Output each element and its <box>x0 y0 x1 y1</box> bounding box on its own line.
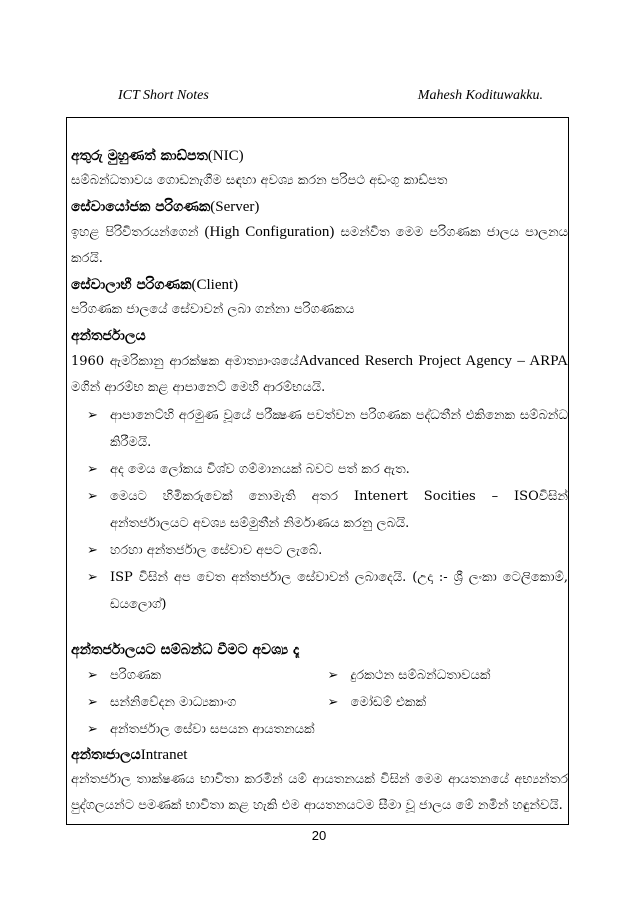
internet-desc-part1: 1960 ඇමරිකානු ආරක්ෂක අමාත්‍යාංශයේ <box>71 354 299 369</box>
arrow-bullet-icon: ➢ <box>87 695 98 710</box>
nic-heading <box>71 144 568 168</box>
nic-heading-en: (NIC) <box>207 148 244 164</box>
requirements-heading: අන්තර්ජාලයට සම්බන්ධ වීමට අවශ්‍ය දෑ <box>71 642 300 658</box>
list-item <box>87 537 568 564</box>
list-item-text: දුරකථන සම්බන්ධතාවයක් <box>350 668 491 683</box>
list-item-text: ආපානෙට්හි අරමුණ වූයේ පරීක්‍ෂණ පවත්වන පරිගණක පද්ධතීන් එකිනෙක සම්බන්ධ කිරීමයි. <box>110 408 568 450</box>
server-desc-en: (High Configuration) <box>204 224 335 240</box>
list-item <box>87 483 568 537</box>
page-number: 20 <box>311 828 327 843</box>
nic-heading-si: අතුරු මුහුණත් කාඩ්පත <box>71 148 208 164</box>
server-heading-si: සේවායෝජක පරිගණක <box>71 199 211 215</box>
client-description: පරිගණක ජාලයේ සේවාවන් ලබා ගන්නා පරිගණකය <box>71 302 355 317</box>
client-heading-en: (Client) <box>191 277 239 293</box>
internet-desc-part2: මගින් ආරම්භ කළ ආපානෙට් මෙහි ආරම්භයයි. <box>71 380 326 395</box>
header-title: ICT Short Notes <box>118 88 209 103</box>
section-gap <box>71 618 568 638</box>
page-header <box>118 88 543 108</box>
arrow-bullet-icon: ➢ <box>87 462 98 477</box>
list-item-text: සන්නිවේදන මාධ්‍යකාංග <box>110 695 237 710</box>
header-author: Mahesh Kodituwakku. <box>417 88 543 103</box>
list-item-text: අද මෙය ලෝකය විශ්ව ගම්මානයක් බවට පත් කර ඇත. <box>110 462 410 477</box>
internet-description <box>71 348 568 401</box>
internet-heading: අන්තර්ජාලය <box>71 328 146 344</box>
client-heading <box>71 273 568 297</box>
arrow-bullet-icon: ➢ <box>87 543 98 558</box>
arrow-bullet-icon: ➢ <box>87 408 98 423</box>
arrow-bullet-icon: ➢ <box>87 489 98 504</box>
list-item <box>87 716 568 743</box>
server-heading-en: (Server) <box>210 199 260 215</box>
client-heading-si: සේවාලාභී පරිගණක <box>71 277 192 293</box>
list-item-text: මෝඩම් එකක් <box>350 695 427 710</box>
internet-bullet-list <box>71 402 568 618</box>
intranet-heading-en: Intranet <box>140 747 188 763</box>
intranet-heading <box>71 743 568 767</box>
list-item <box>328 689 569 716</box>
list-item <box>87 456 568 483</box>
list-item-text: පරිගණක <box>110 668 162 683</box>
list-item <box>87 662 328 689</box>
page-content <box>71 144 568 820</box>
nic-description: සම්බන්ධතාවය ගොඩනැගීම සඳහා අවශ්‍ය කරන පරිපථ අඩංගු කාඩ්පත <box>71 173 448 188</box>
arrow-bullet-icon: ➢ <box>327 668 339 683</box>
requirements-list <box>71 662 568 743</box>
list-item-text: මෙයට හිමිකරුවෙක් නොමැති අතර Intenert Socities – ISOවිසින් අන්තර්ජාලයට අවශ්‍ය සම්මුතීන් නිර්මාණය කරනු ලබයි. <box>110 489 568 531</box>
server-desc-part2: සමන්විත මෙම පරිගණක ජාලය පාලනය කරයි. <box>71 225 568 266</box>
internet-desc-en: Advanced Reserch Project Agency – ARPA <box>298 353 569 369</box>
list-item-text: අන්තර්ජාල සේවා සපයන ආයතනයක් <box>110 722 315 737</box>
arrow-bullet-icon: ➢ <box>327 695 339 710</box>
list-item-text: ISP විසින් අප වෙත අන්තර්ජාල සේවාවන් ලබාදෙයි. (උදා :- ශ්‍රී ලංකා ටෙලිකොම්, ඩයලොග්) <box>110 570 568 612</box>
server-description <box>71 219 568 272</box>
list-item <box>87 402 568 456</box>
server-heading <box>71 195 568 219</box>
list-item <box>87 689 328 716</box>
list-item-text: හරහා අන්තර්ජාල සේවාව අපට ලැබේ. <box>110 543 323 558</box>
list-item <box>87 564 568 618</box>
list-item <box>328 662 569 689</box>
arrow-bullet-icon: ➢ <box>87 722 98 737</box>
arrow-bullet-icon: ➢ <box>87 570 98 585</box>
intranet-heading-si: අන්තඃජාලය <box>71 747 141 763</box>
arrow-bullet-icon: ➢ <box>87 668 98 683</box>
intranet-description: අන්තර්ජාල තාක්ෂණය භාවිතා කරමින් යම් ආයතනයක් විසින් මෙම ආයතනයේ අභ්‍යන්තර පුද්ගලයන්ට පමණක් භාවිතා කළ හැකි එම ආයතනයටම සීමා වූ ජාලය මේ නමින් හඳුන්වයි. <box>71 772 568 813</box>
server-desc-part1: ඉහළ පිරිවිතරයන්ගෙන් <box>71 225 199 240</box>
